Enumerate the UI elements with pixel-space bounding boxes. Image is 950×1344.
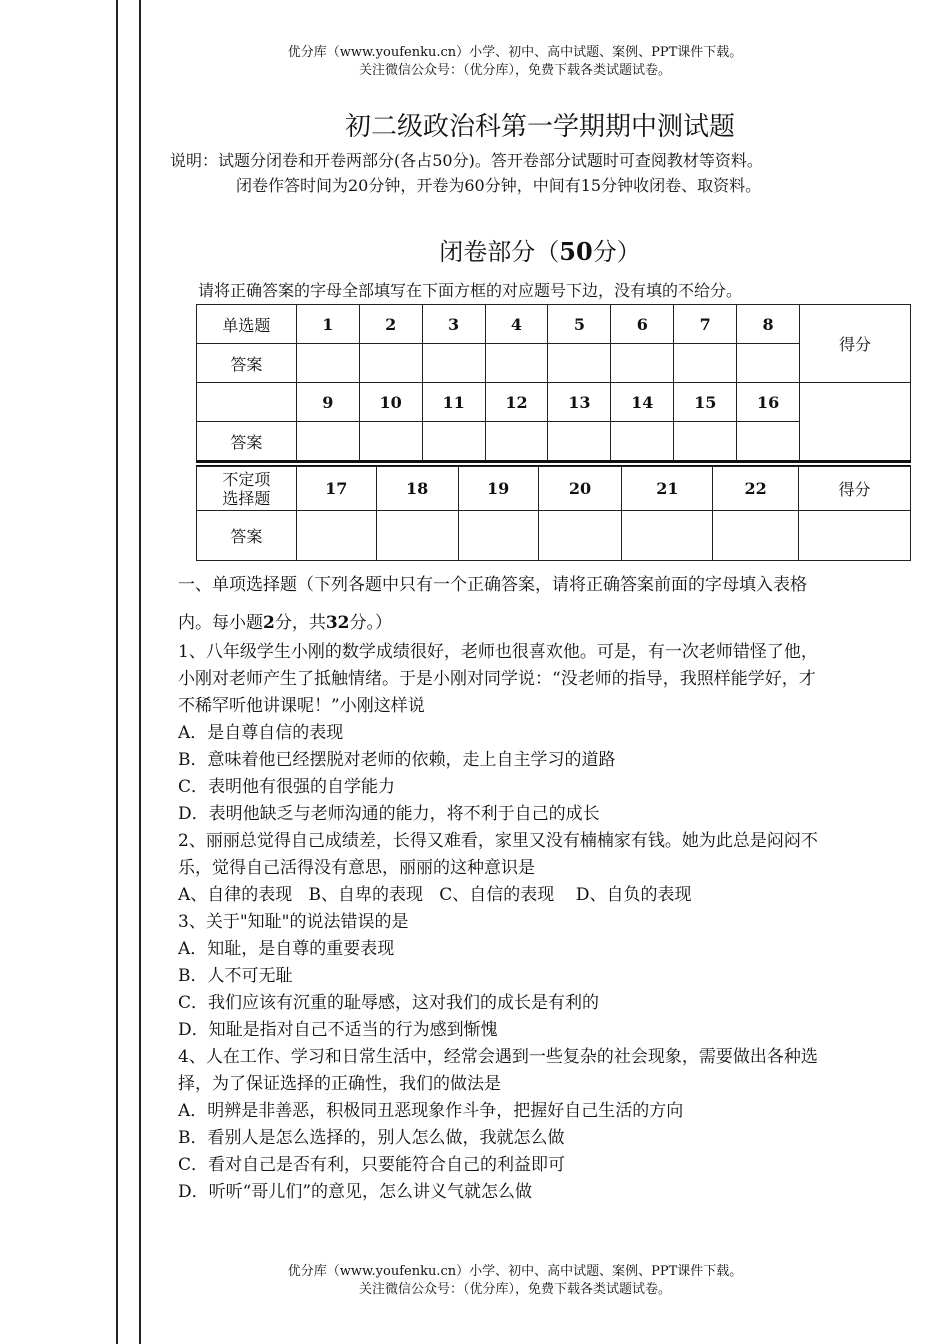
- page-header: [0, 44, 950, 80]
- part1-text-c: 分，共: [274, 613, 326, 633]
- question-line: 1、八年级学生小刚的数学成绩很好，老师也很喜欢他。可是，有一次老师错怪了他，: [178, 642, 818, 662]
- score-cell[interactable]: [800, 383, 911, 461]
- question-number-cell: 16: [737, 383, 800, 422]
- option-line: D．知耻是指对自己不适当的行为感到惭愧: [178, 1020, 498, 1040]
- question-line: 乐，觉得自己活得没有意思，丽丽的这种意识是: [178, 858, 535, 878]
- binding-margin-line-left: [116, 0, 118, 1344]
- option-line: C．我们应该有沉重的耻辱感，这对我们的成长是有利的: [178, 993, 600, 1013]
- option-line: B．人不可无耻: [178, 966, 293, 986]
- answer-cell[interactable]: [359, 344, 422, 383]
- answer-table-multiple-choice: [196, 466, 911, 561]
- question-number-cell: 14: [611, 383, 674, 422]
- part1-heading: [178, 566, 903, 642]
- question-number-cell: 22: [713, 467, 799, 511]
- question-line: 择，为了保证选择的正确性，我们的做法是: [178, 1074, 501, 1094]
- answer-cell[interactable]: [359, 422, 422, 461]
- answer-cell[interactable]: [485, 344, 548, 383]
- answer-label: 答案: [197, 344, 297, 383]
- footer-line-2: 关注微信公众号：（优分库），免费下载各类试题试卷。: [358, 1282, 671, 1297]
- part1-points-each: 2: [263, 613, 275, 633]
- option-line: A．是自尊自信的表现: [178, 723, 344, 743]
- page-footer: [0, 1263, 950, 1299]
- answer-cell[interactable]: [674, 344, 737, 383]
- question-number-cell: 12: [485, 383, 548, 422]
- question-number-cell: 4: [485, 305, 548, 344]
- question-number-cell: 7: [674, 305, 737, 344]
- section-title-score: 50: [559, 237, 593, 266]
- question-line: 3、关于"知耻"的说法错误的是: [178, 912, 409, 932]
- multiple-choice-label-line-1: 不定项: [222, 469, 271, 489]
- blank-label-cell: [197, 383, 297, 422]
- section-title-prefix: 闭卷部分（: [439, 238, 560, 266]
- answer-cell[interactable]: [737, 344, 800, 383]
- answer-cell[interactable]: [296, 422, 359, 461]
- question-number-cell: 19: [458, 467, 538, 511]
- question-number-cell: 9: [296, 383, 359, 422]
- question-list: [178, 639, 903, 1206]
- part1-text-a: 内。每小题: [178, 613, 263, 633]
- section-title-suffix: 分）: [592, 238, 641, 266]
- question-number-cell: 21: [622, 467, 713, 511]
- option-line: A．明辨是非善恶，积极同丑恶现象作斗争，把握好自己生活的方向: [178, 1101, 684, 1121]
- option-line: A．知耻，是自尊的重要表现: [178, 939, 395, 959]
- answer-cell[interactable]: [485, 422, 548, 461]
- option-line: B．意味着他已经摆脱对老师的依赖，走上自主学习的道路: [178, 750, 616, 770]
- answer-cell[interactable]: [713, 511, 799, 561]
- part1-points-total: 32: [325, 613, 350, 633]
- answer-cell[interactable]: [422, 344, 485, 383]
- answer-cell[interactable]: [611, 422, 674, 461]
- answer-cell[interactable]: [376, 511, 458, 561]
- question-number-cell: 20: [538, 467, 622, 511]
- option-line: B．看别人是怎么选择的，别人怎么做，我就怎么做: [178, 1128, 565, 1148]
- answer-cell[interactable]: [611, 344, 674, 383]
- answer-cell[interactable]: [296, 344, 359, 383]
- option-line: C．表明他有很强的自学能力: [178, 777, 396, 797]
- footer-line-1: 优分库（www.youfenku.cn）小学、初中、高中试题、案例、PPT课件下载。: [287, 1264, 743, 1279]
- answer-cell[interactable]: [622, 511, 713, 561]
- question-line: 4、人在工作、学习和日常生活中，经常会遇到一些复杂的社会现象，需要做出各种选: [178, 1047, 818, 1067]
- question-number-cell: 3: [422, 305, 485, 344]
- score-label-cell: 得分: [799, 467, 911, 511]
- score-label-cell: 得分: [800, 305, 911, 383]
- question-number-cell: 5: [548, 305, 611, 344]
- option-line: D．表明他缺乏与老师沟通的能力，将不利于自己的成长: [178, 804, 600, 824]
- instructions-line-2: 闭卷作答时间为20分钟，开卷为60分钟，中间有15分钟收闭卷、取资料。: [236, 176, 762, 195]
- answer-cell[interactable]: [458, 511, 538, 561]
- question-number-cell: 17: [296, 467, 376, 511]
- score-cell[interactable]: [799, 511, 911, 561]
- answer-cell[interactable]: [737, 422, 800, 461]
- question-line: 不稀罕听他讲课呢！”小刚这样说: [178, 696, 425, 716]
- question-number-cell: 6: [611, 305, 674, 344]
- option-line: D．听听“哥儿们”的意见，怎么讲义气就怎么做: [178, 1182, 533, 1202]
- question-number-cell: 2: [359, 305, 422, 344]
- answer-label: 答案: [197, 511, 297, 561]
- header-line-2: 关注微信公众号：（优分库），免费下载各类试题试卷。: [358, 63, 671, 78]
- answer-cell[interactable]: [674, 422, 737, 461]
- option-line: A、自律的表现 B、自卑的表现 C、自信的表现 D、自负的表现: [178, 885, 692, 905]
- option-line: C．看对自己是否有利，只要能符合自己的利益即可: [178, 1155, 566, 1175]
- part1-text-e: 分。）: [349, 613, 393, 633]
- answer-instruction: 请将正确答案的字母全部填写在下面方框的对应题号下边，没有填的不给分。: [198, 281, 743, 300]
- answer-table-single-choice: [196, 304, 911, 461]
- question-line: 小刚对老师产生了抵触情绪。于是小刚对同学说：“没老师的指导，我照样能学好，才: [178, 669, 816, 689]
- answer-cell[interactable]: [296, 511, 376, 561]
- multiple-choice-label-line-2: 选择题: [222, 488, 271, 508]
- question-number-cell: 15: [674, 383, 737, 422]
- multiple-choice-label: [197, 467, 297, 511]
- section-title: [0, 232, 950, 267]
- single-choice-label: 单选题: [197, 305, 297, 344]
- question-line: 2、丽丽总觉得自己成绩差，长得又难看，家里又没有楠楠家有钱。她为此总是闷闷不: [178, 831, 818, 851]
- question-number-cell: 10: [359, 383, 422, 422]
- question-number-cell: 11: [422, 383, 485, 422]
- answer-cell[interactable]: [538, 511, 622, 561]
- answer-cell[interactable]: [548, 422, 611, 461]
- question-number-cell: 8: [737, 305, 800, 344]
- answer-label: 答案: [197, 422, 297, 461]
- answer-cell[interactable]: [548, 344, 611, 383]
- answer-cell[interactable]: [422, 422, 485, 461]
- question-number-cell: 1: [296, 305, 359, 344]
- binding-margin-line-right: [139, 0, 141, 1344]
- page-title: 初二级政治科第一学期期中测试题: [344, 112, 735, 142]
- instructions-line-1: 说明：试题分闭卷和开卷两部分(各占50分)。答开卷部分试题时可查阅教材等资料。: [170, 151, 763, 170]
- question-number-cell: 18: [376, 467, 458, 511]
- part1-heading-line-2: [178, 604, 903, 642]
- question-number-cell: 13: [548, 383, 611, 422]
- header-line-1: 优分库（www.youfenku.cn）小学、初中、高中试题、案例、PPT课件下载。: [287, 45, 743, 60]
- part1-heading-line-1: 一、单项选择题（下列各题中只有一个正确答案，请将正确答案前面的字母填入表格: [178, 575, 807, 595]
